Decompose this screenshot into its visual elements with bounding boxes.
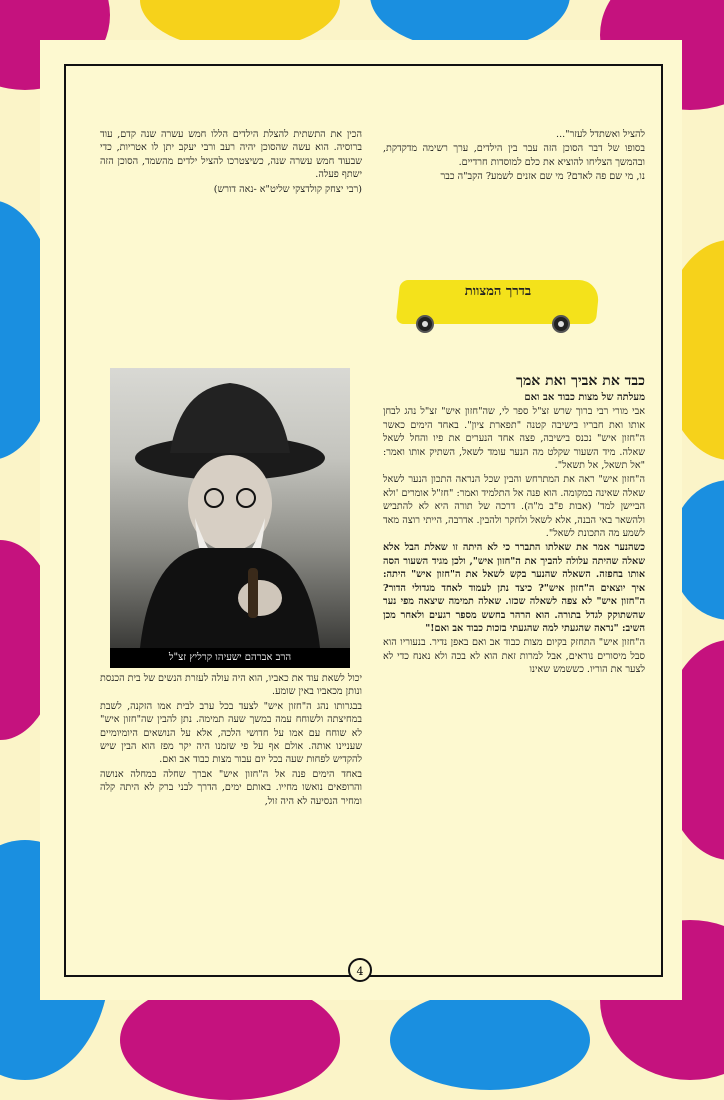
photo-caption: הרב אברהם ישעיהו קרליץ זצ"ל bbox=[110, 648, 350, 668]
paragraph: ה"חזון איש" התחזק בקיום מצות כבוד אב ואם באפן נדיר. בנעוריו הוא סבל מיסורים נוראים, אבל למרות זאת הוא לא בכה ולא נאנח כדי לא לצער את הוריו. כששמש שאינו bbox=[383, 637, 645, 676]
paragraph: בסופו של דבר הסוכן הזה עבר בין הילדים, ערך רשימה מדקדקת, ובהמשך הצליחו להוציא את כלם למוסדות חרדיים. bbox=[383, 143, 645, 168]
paragraph: להציל ואשתדל לעזר"... bbox=[556, 129, 645, 140]
paragraph: באחד הימים פנה אל ה"חזון איש" אברך שחלה במחלה אנושה והרופאים נואשו מחייו. באותם ימים, הדרך לבני ברק לא היתה קלה ומחיר הנסיעה לא היה זול, bbox=[100, 768, 362, 807]
top-right-column bbox=[383, 128, 645, 185]
decor-blob bbox=[390, 990, 590, 1090]
bus-wheel-icon bbox=[416, 315, 434, 333]
article-column bbox=[383, 372, 645, 678]
article-subtitle: מעלתה של מצות כבוד אב ואם bbox=[524, 392, 645, 403]
paragraph: יכול לשאת עוד את כאביו, הוא היה עולה לעזרת הנשים של בית הכנסת ונותן מכאביו באין שומע. bbox=[100, 673, 362, 698]
paragraph: הכין את התשתית להצלת הילדים הללו חמש עשרה שנה קדם, עוד ברוסיה. הוא עשה שהסוכן יהיה רעב ורבי יעקב יתן לו אטריות, כדי שבעוד חמש עשרה שנה, כשיצטרכו להציל ילדים מהשמד, הסוכן הזה ישתף פעלה. bbox=[100, 129, 362, 181]
left-bottom-column bbox=[100, 672, 362, 809]
paragraph: ה"חזון איש" ראה את המתרחש והבין שכל הנראה התכון הנער לשאל שאלה שאינה במקומה. הוא פנה אל התלמיד ואמר: "חז"ל אומרים 'ולא הביישן למד' (אבות פ"ב מ"ה). דרכה של תורה היא לא להתביש ולהשאר באי הבנה, אלא לשאל ולחקר ולהבין. אדרבה, הייתי רוצה מאד לשמע מה התכונת לשאל". bbox=[383, 474, 645, 540]
section-banner-label: בדרך המצוות bbox=[464, 284, 532, 299]
page-number: 4 bbox=[348, 958, 372, 982]
paragraph: בבגרותו נהג ה"חזון איש" לצעד בכל ערב לבית אמו הזקנה, לשבת במחיצתה ולשוחח עמה במשך שעה תמימה. נתן להבין שה"חזון איש" לא שוחח עם אמו על חדושי הלכה, אלא על הנושאים היומיומיים שעניינו אותה. אולם אף על פי שזמנו היה יקר מפז הוא הבין שיש להקדיש לפחות שעה בכל יום עבור מצות כבוד אב ואם. bbox=[100, 700, 362, 766]
portrait-illustration bbox=[110, 368, 350, 648]
credit-line: (רבי יצחק קולדצקי שליט"א -נאה דורש) bbox=[213, 183, 362, 195]
rabbi-photo bbox=[110, 368, 350, 668]
paragraph: אבי מורי רבי ברוך שרש זצ"ל ספר לי, שה"חזון איש" זצ"ל נהג לבחן אותו ואת חבריו בישיבה קטנה "תפארת ציון". באחד הימים כאשר ה"חזון איש" נכנס בישיבה, פצה אחד הנערים את פיו והחל לשאל שאלה. מיד השעור שקלט מה הנער עומד לשאל, השתיק אותו ואמר: "אל תשאל, אל תשאל". bbox=[383, 406, 645, 472]
paragraph-bold: כשהנער אמר את שאלתו התברר כי לא היתה זו שאלת הבל אלא שאלה שהיתה עלולה להביך את ה"חזון איש", ולכן מגיד השעור הסה אותו בחפזה. השאלה שהנער בקש לשאל את ה"חזון איש" היתה: איך יוצאים ה"חזון איש"? כיצד נתן לעמוד לאחד מגדולי הדור? ה"חזון איש" לא צפה לשאלה שכזו. שאלה תמימה שיצאה מפי נער שהשתוקק לגדל בתורה. הוא הרהר בחשש מספר רגעים ולאחר מכן השיב: "נראה שהגעתי למה שהגעתי בזכות כבוד אב ואם!" bbox=[383, 542, 645, 634]
bus-wheel-icon bbox=[552, 315, 570, 333]
article-title: כבד את אביך ואת אמך bbox=[516, 373, 645, 389]
top-left-column bbox=[100, 128, 362, 197]
paragraph: נו, מי שם פה לאדם? מי שם אזנים לשמע? הקב"ה כבר bbox=[440, 171, 645, 183]
